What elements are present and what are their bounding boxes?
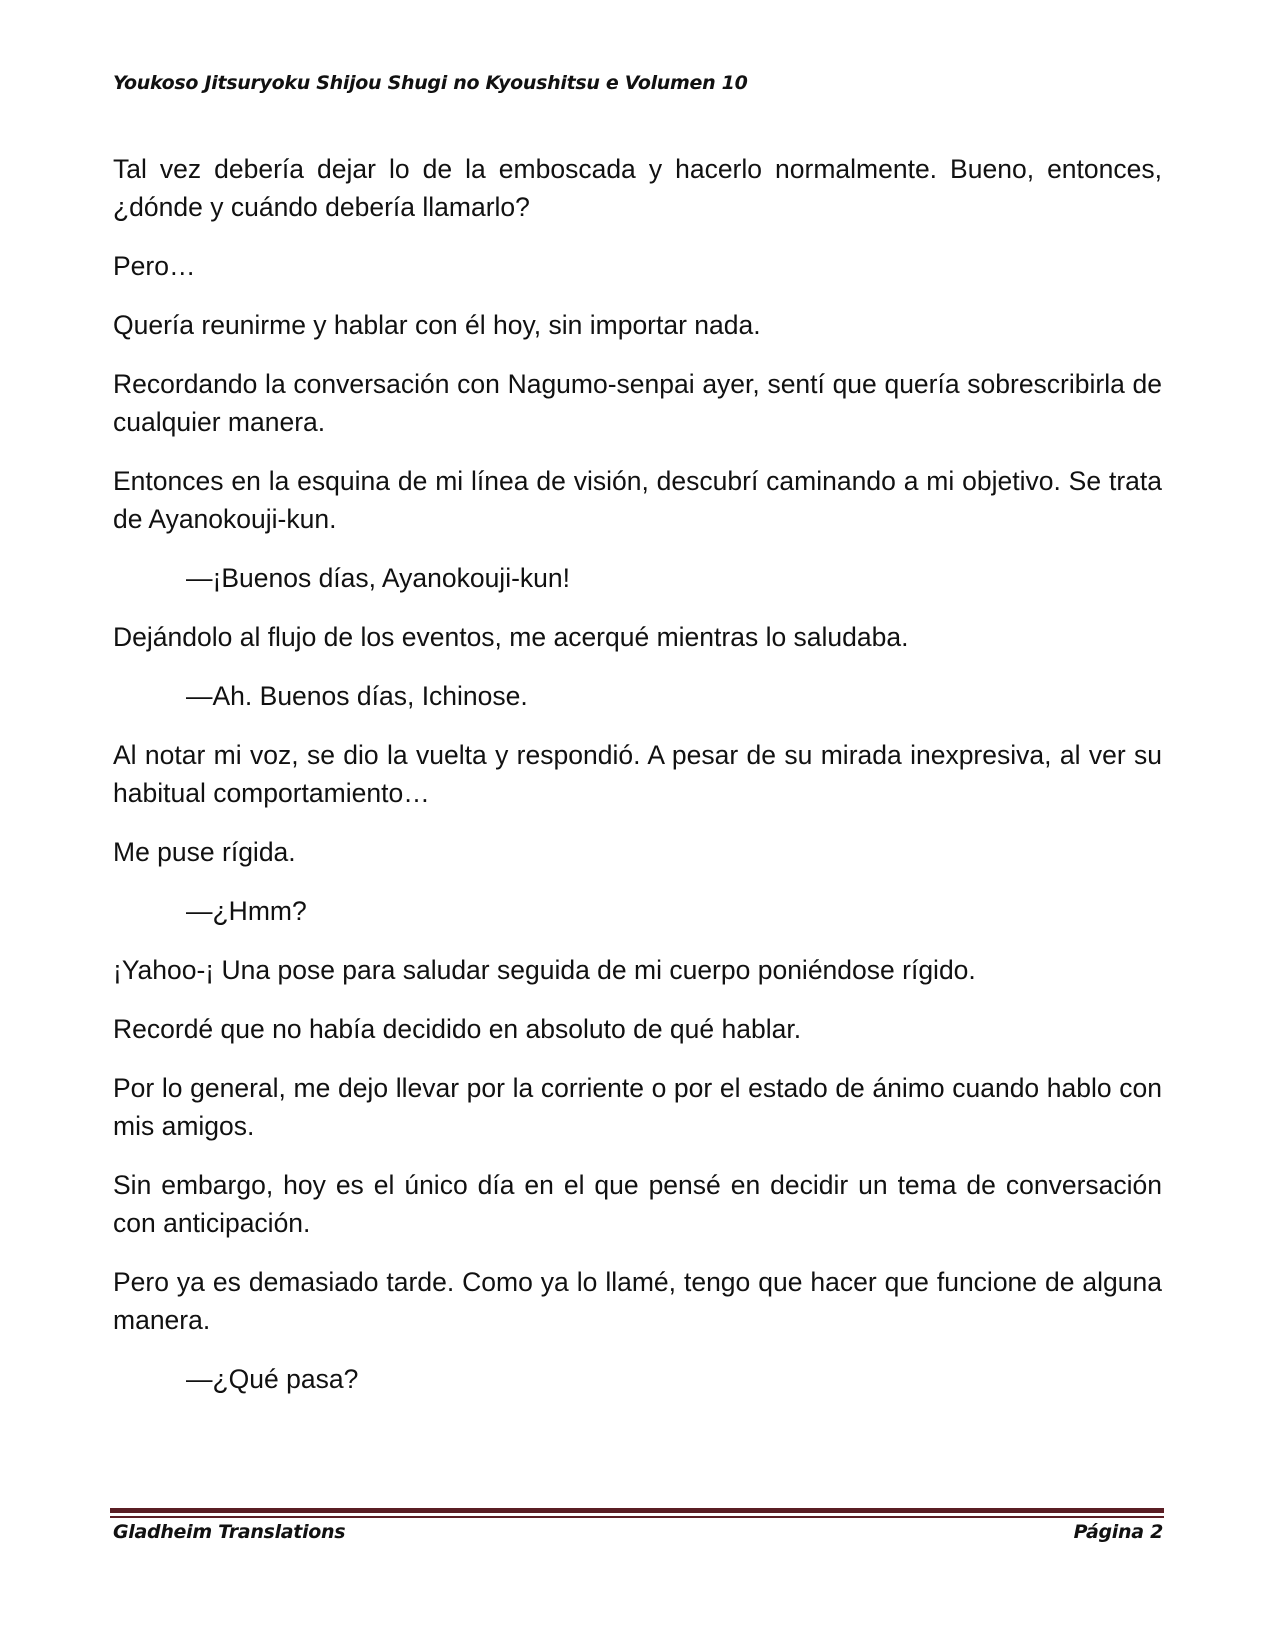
- paragraph: ¡Yahoo-¡ Una pose para saludar seguida de mi cuerpo poniéndose rígido.: [113, 955, 976, 985]
- page-header-title: Youkoso Jitsuryoku Shijou Shugi no Kyoushitsu e Volumen 10: [113, 72, 748, 94]
- paragraph: Me puse rígida.: [113, 837, 296, 867]
- paragraph: Quería reunirme y hablar con él hoy, sin importar nada.: [113, 310, 761, 340]
- footer-divider-thin: [110, 1516, 1164, 1518]
- paragraph: Entonces en la esquina de mi línea de visión, descubrí caminando a mi objetivo. Se trata de Ayanokouji-kun.: [113, 466, 1162, 534]
- footer-divider: [110, 1508, 1164, 1513]
- paragraph: Por lo general, me dejo llevar por la corriente o por el estado de ánimo cuando hablo con mis amigos.: [113, 1073, 1162, 1141]
- footer-page-number: Página 2: [1073, 1521, 1163, 1543]
- paragraph: Al notar mi voz, se dio la vuelta y respondió. A pesar de su mirada inexpresiva, al ver su habitual comportamiento…: [113, 740, 1162, 808]
- paragraph: Tal vez debería dejar lo de la emboscada y hacerlo normalmente. Bueno, entonces, ¿dónde y cuándo debería llamarlo?: [113, 154, 1162, 222]
- paragraph: Pero ya es demasiado tarde. Como ya lo llamé, tengo que hacer que funcione de alguna manera.: [113, 1267, 1162, 1335]
- dialogue-line: —¡Buenos días, Ayanokouji-kun!: [186, 563, 570, 593]
- footer-translator: Gladheim Translations: [113, 1521, 346, 1543]
- paragraph: Recordé que no había decidido en absoluto de qué hablar.: [113, 1014, 802, 1044]
- paragraph: Dejándolo al flujo de los eventos, me acerqué mientras lo saludaba.: [113, 622, 909, 652]
- page-body: [113, 150, 1162, 1419]
- dialogue-line: —¿Hmm?: [186, 896, 307, 926]
- paragraph: Pero…: [113, 251, 196, 281]
- paragraph: Recordando la conversación con Nagumo-senpai ayer, sentí que quería sobrescribirla de cualquier manera.: [113, 369, 1162, 437]
- dialogue-line: —¿Qué pasa?: [186, 1364, 359, 1394]
- paragraph: Sin embargo, hoy es el único día en el que pensé en decidir un tema de conversación con anticipación.: [113, 1170, 1162, 1238]
- dialogue-line: —Ah. Buenos días, Ichinose.: [186, 681, 528, 711]
